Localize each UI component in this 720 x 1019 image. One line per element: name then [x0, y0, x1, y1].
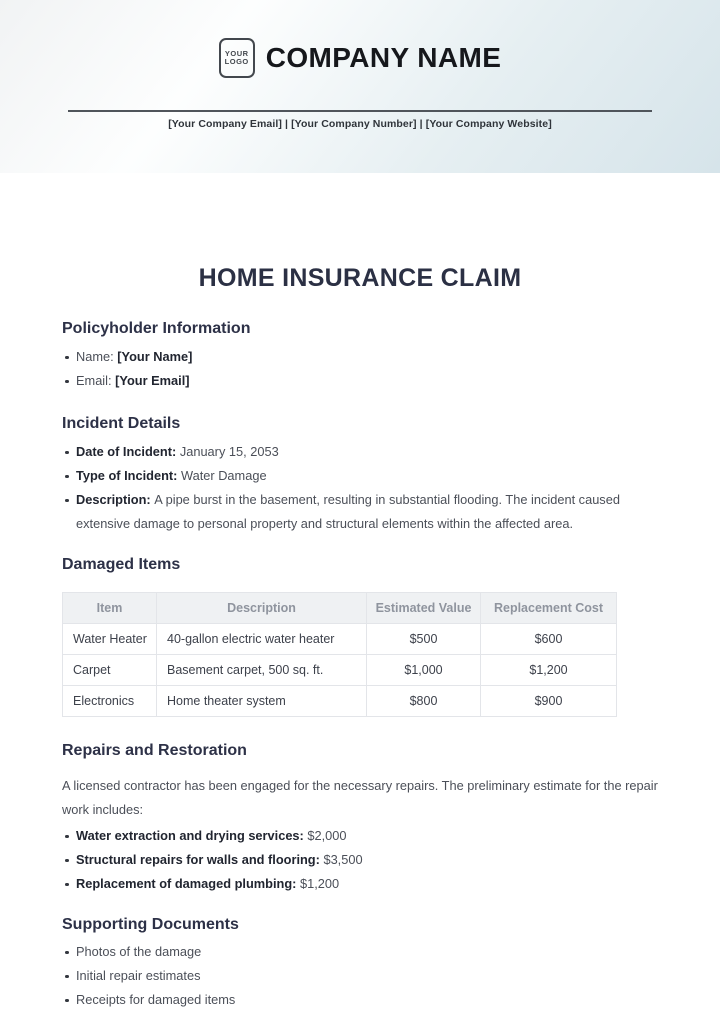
table-cell: $1,000: [367, 655, 481, 686]
supporting-list: [62, 940, 658, 1012]
section-heading-incident: Incident Details: [62, 415, 181, 432]
repairs-list: [62, 824, 658, 896]
table-row: [63, 655, 617, 686]
list-item: [62, 488, 658, 536]
field-label: Type of Incident:: [76, 468, 181, 483]
list-item: [62, 369, 658, 393]
company-contact-info: [Your Company Email] | [Your Company Number] | [Your Company Website]: [168, 118, 552, 130]
company-logo-placeholder-icon: [219, 38, 255, 78]
field-label: Email:: [76, 373, 116, 388]
field-value: A pipe burst in the basement, resulting in substantial flooding. The incident caused extensive damage to personal property and structural elements within the affected area.: [76, 492, 620, 531]
field-value: $3,500: [323, 852, 363, 867]
logo-text-line1: YOUR: [224, 49, 249, 58]
company-header: [0, 0, 720, 173]
table-cell: $900: [481, 686, 617, 717]
incident-list: [62, 440, 658, 536]
brand-row: [0, 38, 720, 78]
column-header: Description: [157, 593, 367, 624]
list-item: [62, 940, 658, 964]
document-title: HOME INSURANCE CLAIM: [198, 264, 522, 292]
list-item-text: Initial repair estimates: [76, 968, 201, 983]
list-item: [62, 988, 658, 1012]
table-cell: Carpet: [63, 655, 157, 686]
table-cell: 40-gallon electric water heater: [157, 624, 367, 655]
table-cell: $500: [367, 624, 481, 655]
list-item: [62, 872, 658, 896]
table-row: [63, 686, 617, 717]
field-label: Name:: [76, 349, 118, 364]
repairs-intro-paragraph: A licensed contractor has been engaged for the necessary repairs. The preliminary estimate for the repair work includes:: [62, 778, 658, 817]
table-cell: Electronics: [63, 686, 157, 717]
logo-text-line2: LOGO: [224, 57, 249, 66]
table-header-row: [63, 593, 617, 624]
table-row: [63, 624, 617, 655]
column-header: Replacement Cost: [481, 593, 617, 624]
field-label: Structural repairs for walls and flooring:: [76, 852, 324, 867]
table-cell: $1,200: [481, 655, 617, 686]
column-header: Estimated Value: [367, 593, 481, 624]
table-cell: Home theater system: [157, 686, 367, 717]
field-value: $1,200: [299, 876, 340, 891]
list-item: [62, 824, 658, 848]
document-body: [0, 263, 720, 1012]
section-heading-damaged-items: Damaged Items: [62, 556, 181, 573]
field-label: Description:: [76, 492, 155, 507]
list-item: [62, 345, 658, 369]
list-item: [62, 440, 658, 464]
table-cell: Water Heater: [63, 624, 157, 655]
field-value: [Your Name]: [117, 349, 193, 364]
damaged-items-table: [62, 592, 617, 717]
table-cell: $800: [367, 686, 481, 717]
field-value: $2,000: [307, 828, 347, 843]
header-divider: [68, 110, 652, 112]
list-item: [62, 964, 658, 988]
field-value: [Your Email]: [115, 373, 190, 388]
table-cell: Basement carpet, 500 sq. ft.: [157, 655, 367, 686]
field-label: Date of Incident:: [76, 444, 180, 459]
field-value: Water Damage: [180, 468, 267, 483]
section-heading-supporting: Supporting Documents: [62, 916, 239, 933]
field-label: Water extraction and drying services:: [76, 828, 308, 843]
policyholder-list: [62, 345, 658, 393]
field-label: Replacement of damaged plumbing:: [76, 876, 300, 891]
list-item: [62, 848, 658, 872]
column-header: Item: [63, 593, 157, 624]
list-item-text: Receipts for damaged items: [76, 992, 236, 1007]
section-heading-repairs: Repairs and Restoration: [62, 742, 247, 759]
table-cell: $600: [481, 624, 617, 655]
list-item: [62, 464, 658, 488]
company-name: COMPANY NAME: [265, 42, 502, 73]
section-heading-policyholder: Policyholder Information: [62, 320, 251, 337]
field-value: January 15, 2053: [179, 444, 279, 459]
list-item-text: Photos of the damage: [76, 944, 202, 959]
